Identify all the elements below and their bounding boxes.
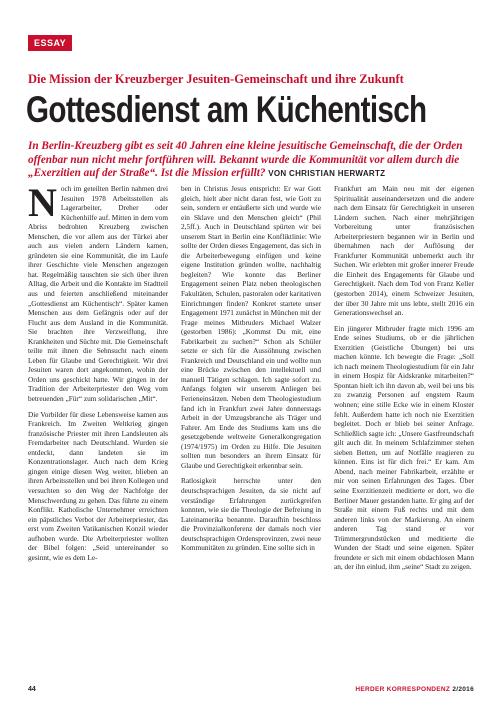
paragraph-text: och im geteilten Berlin nahmen drei Jesuiten 1978 Arbeitsstellen als Lagerarbeiter, Dreher oder Küchenhilfe auf. Mitten in dem vom Abriss bedrohten Kreuzberg zwischen Menschen, die vor allem aus der Türkei aber auch aus vielen andern Ländern kamen, gründeten sie eine Kommunität, die im Laufe ihrer Geschichte viele Menschen angezogen hat. Regelmäßig tauschten sie sich über ihren Alltag, die Arbeit und die Kontakte im Stadtteil aus und feierten anschließend miteinander „Gottesdienst am Küchentisch“. Später kamen Menschen aus dem Gefängnis oder auf der Flucht aus dem Ausland in die Kommunität. Sie brachten ihre Verzweiflung, ihre Krankheiten und Süchte mit. Die Gemeinschaft teilte mit ihnen die Sehnsucht nach einem Leben für Glaube und Gerechtigkeit. Wir drei Jesuiten waren dort angekommen, wohin der Orden uns geschickt hatte. Wir gingen in der Tradition der Arbeiterpriester den Weg vom betreuenden „Für“ zum solidarischen „Mit“. [28,184,168,404]
article-body [28,184,474,677]
column-2 [181,184,321,677]
paragraph [28,184,168,404]
paragraph: Die Vorbilder für diese Lebensweise kamen aus Frankreich. Im Zweiten Weltkrieg gingen französische Priester mit ihren Landsleuten als Fremdarbeiter nach Deutschland. Wurden sie entdeckt, dann landeten sie im Konzentrationslager. Auch nach dem Krieg gingen einige diesen Weg weiter, blieben an ihren Arbeitsstellen und bei ihren Kollegen und versuchten so den Weg der Nachfolge der Menschwerdung zu gehen. Das führte zu einem Konflikt. Katholische Unternehmer erreichten ein päpstliches Verbot der Arbeiterpriester, das erst vom Zweiten Vatikanischen Konzil wieder aufhoben wurde. Die Arbeiterpriester wollten der Bibel folgen: „Seid untereinander so gesinnt, wie es dem Le- [28,409,168,562]
deck [28,140,474,181]
dropcap: N [28,184,57,225]
column-3 [334,184,474,677]
deck-text: In Berlin-Kreuzberg gibt es seit 40 Jahren eine kleine jesuitische Gemeinschaft, die der Orden offenbar nun nicht mehr fortführen will. Bekannt wurde die Kommunität vor allem durch die „Exerzitien auf der Straße“. Ist die Mission erfüllt? [28,140,463,179]
journal-issue: 2/2016 [452,686,474,693]
journal-footer [355,686,474,693]
section-tag: ESSAY [28,35,72,51]
byline: VON CHRISTIAN HERWARTZ [268,169,386,178]
journal-name: HERDER KORRESPONDENZ [355,686,451,693]
paragraph: Ratlosigkeit herrschte unter den deutschsprachigen Jesuiten, da sie nicht auf verständige Erfahrungen zurückgreifen konnten, wie sie die Theologie der Befreiung in Lateinamerika benannte. Daraufhin beschloss die Provinzialkonferenz der damals noch vier deutschsprachigen Ordensprovinzen, zwei neue Kommunitäten zu gründen. Eine sollte sich in [181,476,321,553]
kicker: Die Mission der Kreuzberger Jesuiten-Gemeinschaft und ihre Zukunft [28,72,404,86]
headline: Gottesdienst am Küchentisch [26,89,427,130]
paragraph: ben in Christus Jesus entspricht: Er war Gott gleich, hielt aber nicht daran fest, wie Gott zu sein, sondern er entäußerte sich und wurde wie ein Sklave und den Menschen gleich“ (Phil 2,5ff.). Auch in Deutschland spürten wir bei unserem Start in Berlin eine Konfliktlinie: Wie sollte der Orden dieses Engagement, das sich in die Arbeiterbewegung einfügen und keine eigene Institution gründen wollte, nachhaltig begleiten? Wie konnte das Berliner Engagement seinen Platz neben theologischen Fakultäten, Schulen, pastoralen oder karitativen Einrichtungen finden? Konkret startete unser Engagement 1971 zunächst in München mit der Frage meines Mitbruders Michael Walzer (gestorben 1986): „Kommst Du mit, eine Fabrikarbeit zu suchen?“ Schon als Schüler setzte er sich für die Aussöhnung zwischen Frankreich und Deutschland ein und wollte nun eine Brücke zwischen den intellektuell und manuell Tätigen schlagen. Ich sagte sofort zu. Anfangs folgten wir unserem Anliegen bei Ferieneinsätzen. Neben dem Theologiestudium fand ich in Frankfurt zwei Jahre donnerstags Arbeit in der Umzugsbranche als Träger und Fahrer. Am Ende des Studiums kam uns die gesetzgebende weltweite Generalkongregation (1974/1975) im Orden zu Hilfe. Die Jesuiten sollten nun besonders an ihrem Einsatz für Glaube und Gerechtigkeit erkennbar sein. [181,184,321,470]
paragraph: Ein jüngerer Mitbruder fragte mich 1996 am Ende seines Studiums, ob er die jährlichen Exerzitien (Geistliche Übungen) bei uns machen könnte. Ich bewegte die Frage: „Soll ich nach meinem Theologiestudium für ein Jahr in einem Hospiz für Aidskranke mitarbeiten?“ Spontan hielt ich ihn davon ab, weil bei uns bis zu zwanzig Personen auf engstem Raum wohnen; eine stille Ecke wie in einem Kloster fehlt. Außerdem hatte ich noch nie Exerzitien begleitet. Doch er blieb bei seiner Anfrage. Schließlich sagte ich: „Unsere Gastfreundschaft gilt auch dir. In meinem Schlafzimmer stehen sieben Betten, um auf Notfälle reagieren zu können. Eins ist für dich frei.“ Er kam. Am Abend, nach meiner Fabrikarbeit, erzählte er mir von seinen Erfahrungen des Tages. Über seine Exerzitienzeit meditierte er dort, wo die Berliner Mauer gestanden hatte. Er ging auf der Straße mit einem Fuß rechts und mit dem anderen links von der Markierung. An einem anderen Tag stand er vor Trümmergrundstücken und meditierte die Wunden der Stadt und seine eigenen. Später freundete er sich mit einem obdachlosen Mann an, der ihn einlud, ihm „seine“ Stadt zu zeigen. [334,323,474,572]
paragraph: Frankfurt am Main neu mit der eigenen Spiritualität auseinandersetzen und die andere nach dem Einsatz für Gerechtigkeit in unseren Ländern suchen. Nach einer mehrjährigen Vorbereitung unter französischen Arbeiterpriestern begannen wir in Berlin und übernahmen nach der Auflösung der Frankfurter Kommunität unbemerkt auch ihr Suchen. Wir erlebten mit großer innerer Freude die Einheit des Engagements für Glaube und Gerechtigkeit. Nach dem Tod von Franz Keller (gestorben 2014), einem Schweizer Jesuiten, der über 30 Jahre mit uns lebte, stellt 2016 ein Generationswechsel an. [334,184,474,318]
page-number: 44 [28,686,36,693]
column-1 [28,184,168,677]
